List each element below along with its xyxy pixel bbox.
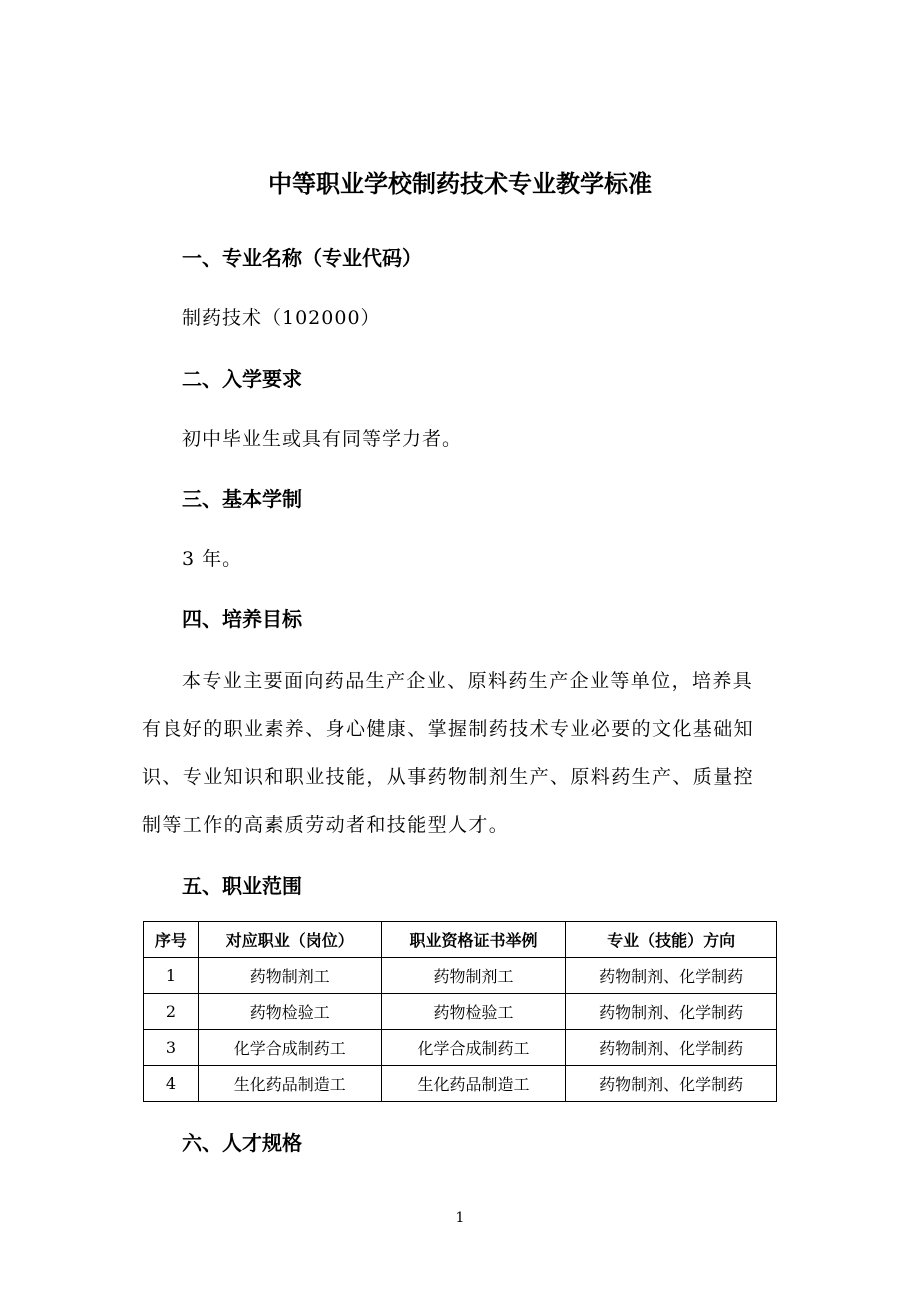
cell-index: 2 xyxy=(144,994,199,1030)
table-header-row xyxy=(144,922,777,958)
admission-text: 初中毕业生或具有同等学力者。 xyxy=(182,428,463,450)
section-heading-talent-spec: 六、人才规格 xyxy=(182,1131,302,1155)
header-occupation: 对应职业（岗位） xyxy=(198,922,381,958)
cell-occupation: 生化药品制造工 xyxy=(198,1066,381,1102)
section-heading-objectives: 四、培养目标 xyxy=(182,607,302,631)
cell-certificate: 化学合成制药工 xyxy=(381,1030,566,1066)
section-heading-major-name: 一、专业名称（专业代码） xyxy=(182,246,422,270)
document-title: 中等职业学校制药技术专业教学标准 xyxy=(268,170,652,198)
section-heading-duration: 三、基本学制 xyxy=(182,487,302,511)
cell-index: 3 xyxy=(144,1030,199,1066)
header-direction: 专业（技能）方向 xyxy=(566,922,777,958)
cell-direction: 药物制剂、化学制药 xyxy=(566,1030,777,1066)
paragraph-line: 识、专业知识和职业技能，从事药物制剂生产、原料药生产、质量控 xyxy=(142,766,755,788)
cell-certificate: 生化药品制造工 xyxy=(381,1066,566,1102)
cell-certificate: 药物检验工 xyxy=(381,994,566,1030)
section-heading-admission: 二、入学要求 xyxy=(182,367,302,391)
objectives-paragraph xyxy=(142,657,782,849)
cell-direction: 药物制剂、化学制药 xyxy=(566,1066,777,1102)
table-row xyxy=(144,1066,777,1102)
table-row xyxy=(144,958,777,994)
cell-occupation: 药物制剂工 xyxy=(198,958,381,994)
header-certificate: 职业资格证书举例 xyxy=(381,922,566,958)
duration-text: 3 年。 xyxy=(182,548,243,570)
career-scope-table xyxy=(143,921,777,1102)
cell-occupation: 化学合成制药工 xyxy=(198,1030,381,1066)
paragraph-line: 有良好的职业素养、身心健康、掌握制药技术专业必要的文化基础知 xyxy=(142,718,755,740)
cell-occupation: 药物检验工 xyxy=(198,994,381,1030)
cell-direction: 药物制剂、化学制药 xyxy=(566,994,777,1030)
table-row xyxy=(144,994,777,1030)
paragraph-line: 制等工作的高素质劳动者和技能型人才。 xyxy=(142,814,510,836)
cell-certificate: 药物制剂工 xyxy=(381,958,566,994)
cell-index: 1 xyxy=(144,958,199,994)
cell-direction: 药物制剂、化学制药 xyxy=(566,958,777,994)
header-index: 序号 xyxy=(144,922,199,958)
section-heading-career-scope: 五、职业范围 xyxy=(182,874,302,898)
major-name-text: 制药技术（102000） xyxy=(182,307,381,329)
page-number: 1 xyxy=(455,1210,465,1226)
cell-index: 4 xyxy=(144,1066,199,1102)
paragraph-line: 本专业主要面向药品生产企业、原料药生产企业等单位，培养具 xyxy=(182,670,754,692)
table-row xyxy=(144,1030,777,1066)
